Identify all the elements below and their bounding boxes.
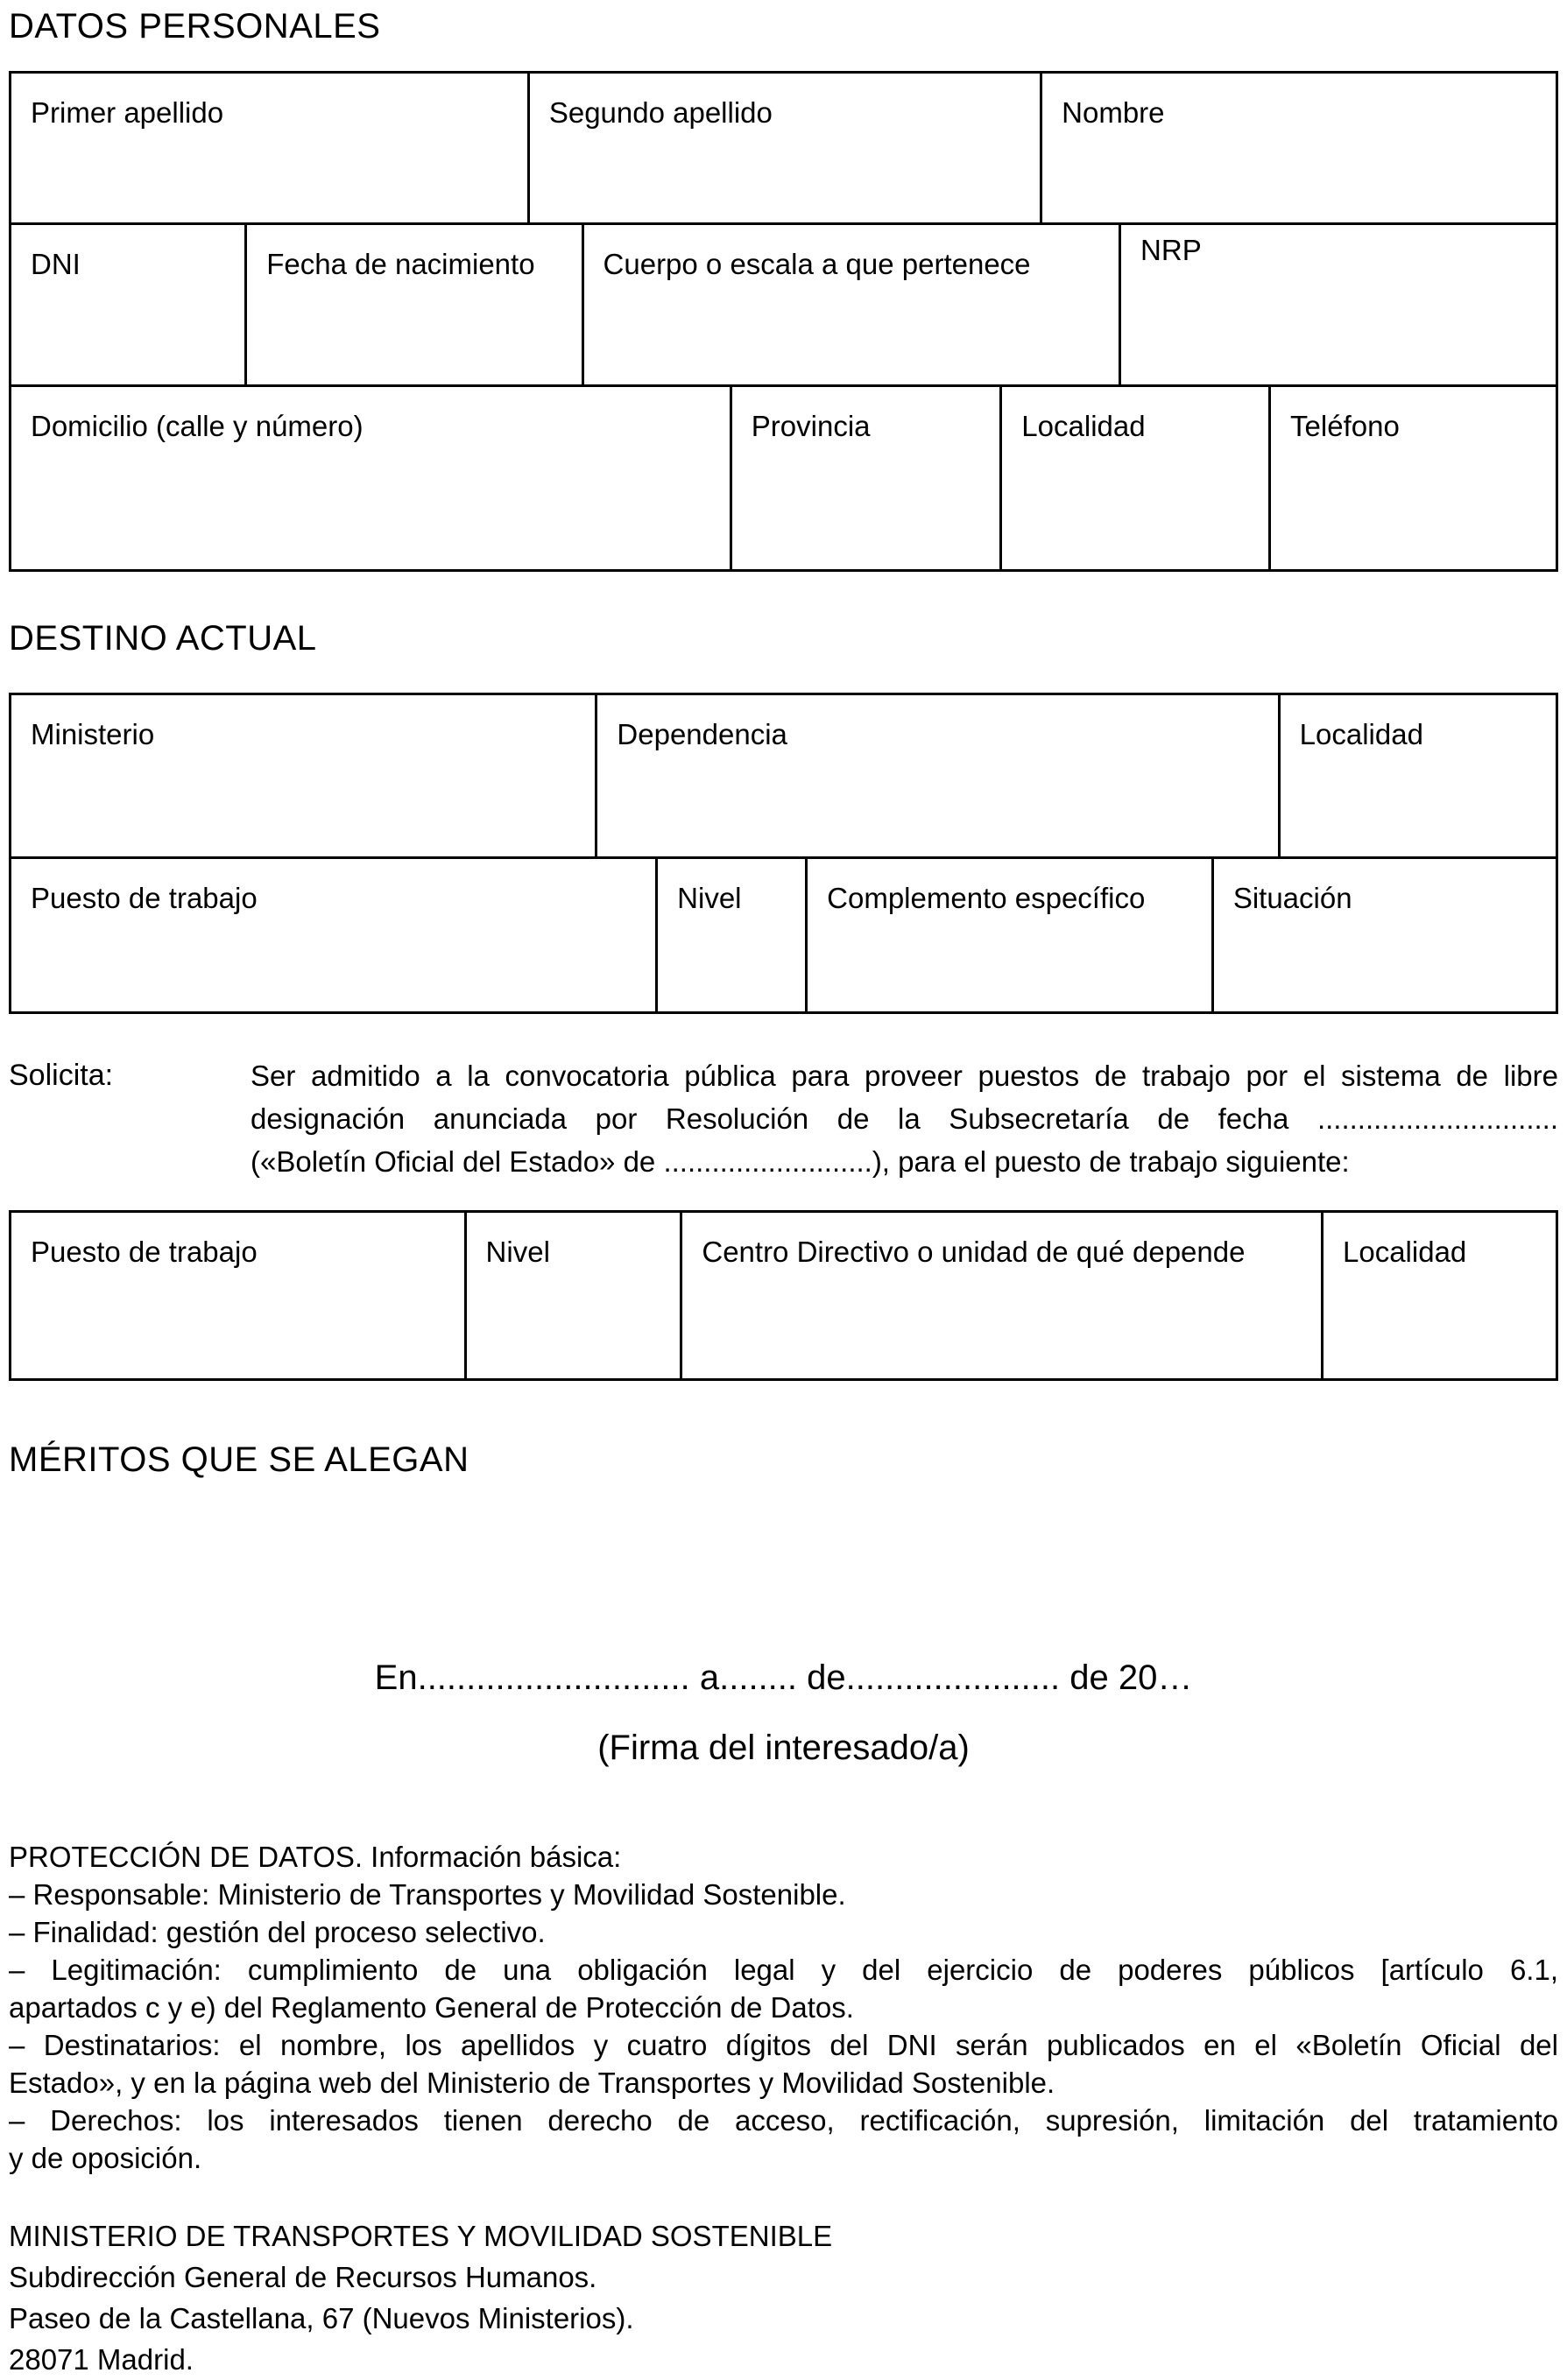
field-label: Localidad bbox=[1299, 718, 1423, 750]
field-nivel-solicitado bbox=[464, 1213, 681, 1378]
field-localidad-destino bbox=[1278, 695, 1556, 856]
field-label: Domicilio (calle y número) bbox=[31, 410, 364, 442]
solicita-line: («Boletín Oficial del Estado» de ..........................), para el puesto de trabajo siguiente: bbox=[251, 1145, 1350, 1178]
field-cuerpo-escala bbox=[582, 225, 1119, 384]
field-complemento-especifico bbox=[805, 859, 1211, 1011]
puesto-solicitado-table bbox=[9, 1210, 1558, 1381]
data-protection-notice bbox=[9, 1838, 1558, 2177]
protection-line: – Finalidad: gestión del proceso selectivo. bbox=[9, 1916, 546, 1948]
table-row bbox=[9, 856, 1558, 1014]
field-segundo-apellido bbox=[527, 74, 1040, 222]
field-puesto-solicitado bbox=[11, 1213, 464, 1378]
field-situacion bbox=[1211, 859, 1556, 1011]
field-label: Localidad bbox=[1343, 1236, 1467, 1268]
field-label: Ministerio bbox=[31, 718, 155, 750]
table-row bbox=[9, 1210, 1558, 1381]
address-line: MINISTERIO DE TRANSPORTES Y MOVILIDAD SOSTENIBLE bbox=[9, 2220, 833, 2252]
table-row bbox=[9, 222, 1558, 387]
protection-line: – Legitimación: cumplimiento de una obligación legal y del ejercicio de poderes públicos [artículo 6.1, bbox=[9, 1954, 1558, 1986]
field-centro-directivo bbox=[680, 1213, 1321, 1378]
field-nrp bbox=[1119, 225, 1556, 384]
signature-caption: (Firma del interesado/a) bbox=[597, 1729, 970, 1767]
table-row bbox=[9, 693, 1558, 859]
field-label: Centro Directivo o unidad de qué depende bbox=[702, 1236, 1246, 1268]
field-puesto-trabajo bbox=[11, 859, 655, 1011]
field-dni bbox=[11, 225, 244, 384]
field-ministerio bbox=[11, 695, 595, 856]
field-label: Localidad bbox=[1021, 410, 1146, 442]
table-row bbox=[9, 71, 1558, 225]
field-label: Segundo apellido bbox=[548, 96, 773, 129]
destino-actual-table bbox=[9, 693, 1558, 1014]
solicita-line: designación anunciada por Resolución de la Subsecretaría de fecha .............................. bbox=[251, 1102, 1558, 1135]
field-label: Nivel bbox=[677, 882, 742, 914]
field-label: Puesto de trabajo bbox=[31, 1236, 258, 1268]
section-title-datos-personales: DATOS PERSONALES bbox=[9, 7, 381, 46]
field-label: Dependencia bbox=[617, 718, 787, 750]
protection-line: Estado», y en la página web del Ministerio de Transportes y Movilidad Sostenible. bbox=[9, 2067, 1055, 2099]
solicita-line: Ser admitido a la convocatoria pública para proveer puestos de trabajo por el sistema de libre bbox=[251, 1060, 1558, 1092]
field-fecha-nacimiento bbox=[244, 225, 581, 384]
solicita-paragraph bbox=[251, 1054, 1558, 1183]
protection-line: y de oposición. bbox=[9, 2142, 202, 2174]
address-line: 28071 Madrid. bbox=[9, 2343, 194, 2376]
field-label: Provincia bbox=[751, 410, 871, 442]
protection-line: apartados c y e) del Reglamento General de Protección de Datos. bbox=[9, 1991, 854, 2024]
field-label: Nombre bbox=[1062, 96, 1165, 129]
field-nombre bbox=[1040, 74, 1556, 222]
solicita-label: Solicita: bbox=[9, 1059, 114, 1092]
field-label: Situación bbox=[1232, 882, 1352, 914]
field-provincia bbox=[730, 387, 1000, 569]
field-label: Puesto de trabajo bbox=[31, 882, 258, 914]
protection-line: – Destinatarios: el nombre, los apellidos y cuatro dígitos del DNI serán publicados en el «Boletín Oficial del bbox=[9, 2029, 1558, 2061]
protection-line: – Derechos: los interesados tienen derecho de acceso, rectificación, supresión, limitación del tratamiento bbox=[9, 2104, 1558, 2137]
address-line: Subdirección General de Recursos Humanos. bbox=[9, 2261, 597, 2293]
field-label: Primer apellido bbox=[31, 96, 224, 129]
ministry-address-block bbox=[9, 2215, 1558, 2380]
field-label: Complemento específico bbox=[827, 882, 1146, 914]
date-fill-line: En............................ a........ de...................... de 20… bbox=[374, 1658, 1193, 1697]
protection-line: PROTECCIÓN DE DATOS. Información básica: bbox=[9, 1841, 622, 1873]
solicita-section bbox=[9, 1054, 1558, 1186]
field-label: Nivel bbox=[485, 1236, 550, 1268]
table-row bbox=[9, 384, 1558, 572]
field-dependencia bbox=[595, 695, 1277, 856]
field-label: NRP bbox=[1140, 234, 1202, 266]
field-localidad-solicitada bbox=[1321, 1213, 1556, 1378]
field-label: Teléfono bbox=[1290, 410, 1400, 442]
protection-line: – Responsable: Ministerio de Transportes y Movilidad Sostenible. bbox=[9, 1878, 846, 1911]
datos-personales-table bbox=[9, 71, 1558, 572]
field-telefono bbox=[1268, 387, 1556, 569]
address-line: Paseo de la Castellana, 67 (Nuevos Ministerios). bbox=[9, 2302, 634, 2334]
field-label: DNI bbox=[31, 248, 81, 280]
field-domicilio bbox=[11, 387, 730, 569]
section-title-meritos: MÉRITOS QUE SE ALEGAN bbox=[9, 1440, 469, 1479]
field-label: Fecha de nacimiento bbox=[266, 248, 535, 280]
field-localidad bbox=[999, 387, 1268, 569]
section-title-destino-actual: DESTINO ACTUAL bbox=[9, 619, 317, 658]
field-label: Cuerpo o escala a que pertenece bbox=[603, 248, 1031, 280]
field-primer-apellido bbox=[11, 74, 527, 222]
field-nivel bbox=[655, 859, 805, 1011]
